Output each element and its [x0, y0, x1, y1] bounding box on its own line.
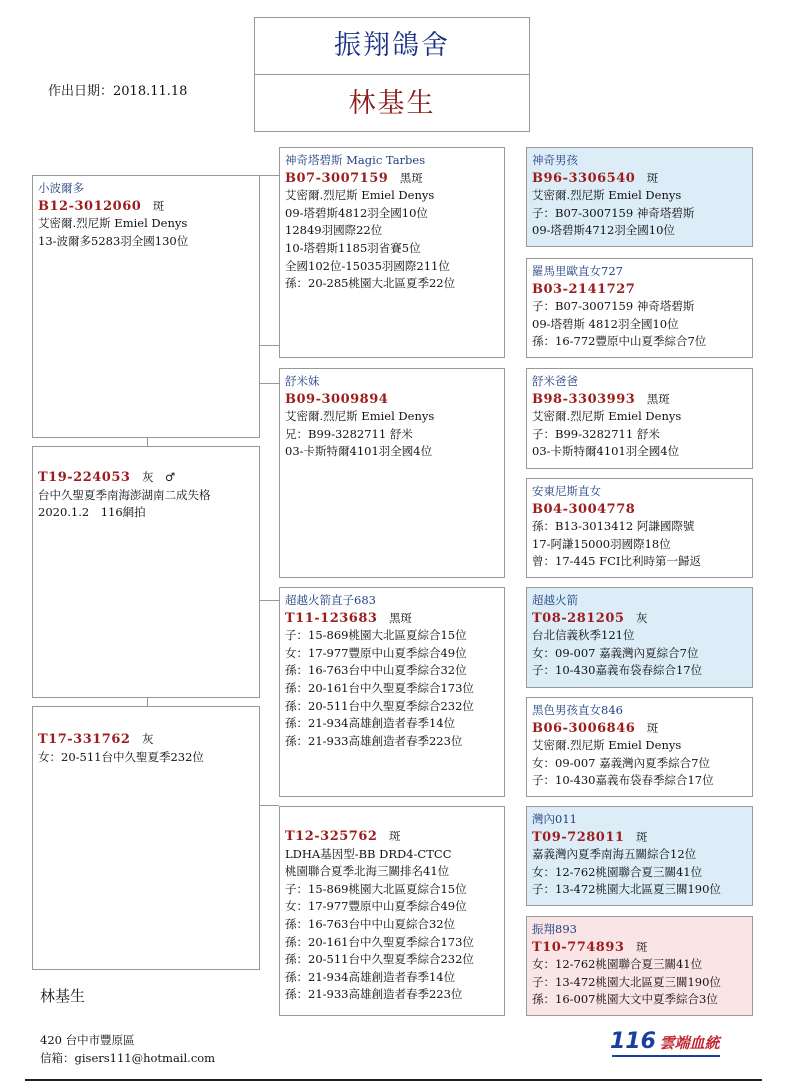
pedigree-line: 艾密爾.烈尼斯 Emiel Denys: [285, 409, 435, 424]
pigeon-name: 小波爾多: [38, 181, 84, 195]
connector: [259, 345, 279, 346]
pigeon-color: 斑: [646, 170, 659, 185]
grandparent-box: [279, 806, 505, 1016]
pigeon-name: 羅馬里歐直女727: [532, 264, 623, 278]
subject-ring-number: T19-224053: [38, 470, 131, 485]
ring-number: T17-331762: [38, 732, 131, 747]
pedigree-line: 女：12-762桃園聯合夏三關41位: [532, 957, 703, 972]
pigeon-color: 黑斑: [388, 610, 412, 625]
logo-number: 116: [610, 1029, 656, 1054]
pedigree-line: 13-波爾多5283羽全國130位: [38, 233, 189, 248]
pigeon-name: 黑色男孩直女846: [532, 703, 623, 717]
pedigree-line: 10-塔碧斯1185羽省賽5位: [285, 240, 421, 255]
pedigree-line: 孫：16-007桃園大文中夏季綜合3位: [532, 992, 718, 1007]
ring-number: B98-3303993: [532, 391, 636, 407]
pedigree-line: 全國102位-15035羽國際211位: [285, 258, 450, 273]
pigeon-name: 神奇塔碧斯 Magic Tarbes: [285, 153, 426, 167]
pedigree-line: 台北信義秋季121位: [532, 628, 635, 643]
pedigree-line: 孫：16-772豐原中山夏季綜合7位: [532, 334, 707, 349]
pedigree-line: 孫：20-285桃園大北區夏季22位: [285, 276, 456, 291]
pedigree-line: 桃園聯合夏季北海三關排名41位: [285, 864, 450, 879]
pedigree-line: 艾密爾.烈尼斯 Emiel Denys: [38, 216, 188, 231]
pedigree-line: 子：13-472桃園大北區夏三關190位: [532, 882, 721, 897]
pigeon-color: 黑斑: [646, 391, 670, 406]
pedigree-line: 子：10-430嘉義布袋春季綜合17位: [532, 773, 714, 788]
pedigree-line: 艾密爾.烈尼斯 Emiel Denys: [285, 188, 435, 203]
pedigree-line: 孫：20-161台中久聖夏季綜合173位: [285, 680, 474, 695]
pedigree-line: 子：B07-3007159 神奇塔碧斯: [532, 299, 695, 314]
dam-box: [32, 706, 260, 970]
pigeon-color: 斑: [388, 829, 401, 843]
pedigree-line: 女：12-762桃園聯合夏三關41位: [532, 864, 703, 879]
ring-number: T11-123683: [285, 610, 378, 626]
pigeon-color: 黑斑: [399, 170, 423, 185]
great-grandparent-box: [526, 258, 753, 358]
pedigree-line: 曾：17-445 FCI比利時第一歸返: [532, 554, 701, 569]
pedigree-line: 孫：16-763台中中山夏季綜合32位: [285, 663, 467, 678]
connector: [259, 383, 279, 384]
owner-name: 林基生: [348, 88, 436, 119]
pedigree-line: 艾密爾.烈尼斯 Emiel Denys: [532, 738, 682, 753]
logo: [610, 1029, 720, 1057]
ring-number: B06-3006846: [532, 720, 636, 736]
pedigree-line: 03-卡斯特爾4101羽全國4位: [532, 444, 680, 459]
owner-name-box: [254, 74, 530, 132]
connector: [259, 600, 279, 601]
logo-underline: [612, 1055, 720, 1057]
pedigree-line: 女：17-977豐原中山夏季綜合49位: [285, 899, 467, 914]
footer-owner: 林基生: [40, 987, 86, 1005]
subject-sex-color: 灰 ♂: [141, 470, 176, 484]
pigeon-color: 斑: [152, 198, 165, 213]
subject-line: 2020.1.2 116網拍: [38, 505, 146, 520]
pedigree-line: 09-塔碧斯4812羽全國10位: [285, 205, 428, 220]
ring-number: T12-325762: [285, 829, 378, 844]
ring-number: B12-3012060: [38, 198, 142, 214]
great-grandparent-box: [526, 478, 753, 578]
pedigree-line: 孫：20-161台中久聖夏季綜合173位: [285, 934, 474, 949]
sire-box: [32, 175, 260, 438]
pedigree-line: 孫：21-933高雄創造者春季223位: [285, 987, 463, 1002]
pedigree-line: 孫：21-934高雄創造者春季14位: [285, 969, 456, 984]
great-grandparent-box: [526, 147, 753, 247]
pedigree-line: 女：17-977豐原中山夏季綜合49位: [285, 645, 467, 660]
connector: [259, 175, 279, 176]
grandparent-box: [279, 368, 505, 578]
pedigree-line: 艾密爾.烈尼斯 Emiel Denys: [532, 188, 682, 203]
pedigree-line: 子：B99-3282711 舒米: [532, 426, 660, 441]
ring-number: B07-3007159: [285, 170, 389, 186]
loft-name: 振翔鴿舍: [334, 30, 450, 61]
pedigree-line: 女：09-007 嘉義灣內夏綜合7位: [532, 645, 699, 660]
footer-address: 420 台中市豐原區: [40, 1033, 135, 1047]
pedigree-line: 12849羽國際22位: [285, 223, 383, 238]
grandparent-box: [279, 147, 505, 358]
pedigree-line: 孫：21-934高雄創造者春季14位: [285, 716, 456, 731]
connector: [259, 805, 279, 806]
logo-text: 雲端血統: [659, 1034, 720, 1052]
pedigree-line: 子：B07-3007159 神奇塔碧斯: [532, 205, 695, 220]
pigeon-name: 振翔893: [532, 922, 577, 936]
great-grandparent-box: [526, 916, 753, 1016]
pedigree-line: 09-塔碧斯 4812羽全國10位: [532, 316, 679, 331]
pedigree-line: 孫：16-763台中中山夏綜合32位: [285, 916, 456, 931]
ring-number: T10-774893: [532, 939, 625, 955]
pigeon-name: 舒米妹: [285, 374, 320, 388]
pigeon-name: 神奇男孩: [532, 153, 578, 167]
pedigree-line: 孫：20-511台中久聖夏季綜合232位: [285, 698, 474, 713]
footer-divider: [25, 1079, 762, 1081]
pedigree-line: 女：09-007 嘉義灣內夏季綜合7位: [532, 755, 710, 770]
pedigree-line: 孫：21-933高雄創造者春季223位: [285, 733, 463, 748]
ring-number: B03-2141727: [532, 281, 636, 297]
pigeon-name: 超越火箭直子683: [285, 593, 376, 607]
ring-number: B04-3004778: [532, 501, 636, 517]
pedigree-line: 嘉義灣內夏季南海五關綜合12位: [532, 847, 697, 862]
great-grandparent-box: [526, 587, 753, 688]
pedigree-line: 女：20-511台中久聖夏季232位: [38, 749, 204, 764]
subject-line: 台中久聖夏季南海澎湖南二成失格: [38, 487, 211, 502]
pedigree-line: 孫：B13-3013412 阿謙國際號: [532, 519, 695, 534]
ring-number: B09-3009894: [285, 391, 389, 407]
pigeon-color: 灰: [635, 610, 648, 625]
pedigree-line: 17-阿謙15000羽國際18位: [532, 536, 671, 551]
pigeon-name: 灣內011: [532, 812, 577, 826]
pigeon-name: 安東尼斯直女: [532, 484, 601, 498]
ring-number: T09-728011: [532, 829, 625, 845]
grandparent-box: [279, 587, 505, 797]
pigeon-color: 斑: [646, 720, 659, 735]
pigeon-name: 超越火箭: [532, 593, 578, 607]
pedigree-line: 子：15-869桃園大北區夏綜合15位: [285, 628, 467, 643]
pedigree-line: LDHA基因型-BB DRD4-CTCC: [285, 846, 452, 861]
great-grandparent-box: [526, 697, 753, 797]
pigeon-color: 斑: [635, 939, 648, 954]
ring-number: T08-281205: [532, 610, 625, 626]
issue-date: 作出日期：2018.11.18: [48, 84, 188, 99]
loft-name-box: [254, 17, 530, 75]
pigeon-name: 舒米爸爸: [532, 374, 578, 388]
great-grandparent-box: [526, 368, 753, 469]
pigeon-color: 灰: [141, 732, 154, 746]
pedigree-line: 09-塔碧斯4712羽全國10位: [532, 223, 675, 238]
pedigree-line: 兄：B99-3282711 舒米: [285, 426, 413, 441]
footer-email: 信箱：gisers111@hotmail.com: [40, 1051, 216, 1065]
pedigree-line: 艾密爾.烈尼斯 Emiel Denys: [532, 409, 682, 424]
ring-number: B96-3306540: [532, 170, 636, 186]
pedigree-line: 子：13-472桃園大北區夏三關190位: [532, 974, 721, 989]
pedigree-line: 03-卡斯特爾4101羽全國4位: [285, 444, 433, 459]
pedigree-line: 子：10-430嘉義布袋春綜合17位: [532, 663, 703, 678]
subject-box: [32, 446, 260, 698]
pedigree-line: 子：15-869桃園大北區夏綜合15位: [285, 881, 467, 896]
pigeon-color: 斑: [635, 829, 648, 844]
great-grandparent-box: [526, 806, 753, 906]
pedigree-line: 孫：20-511台中久聖夏季綜合232位: [285, 952, 474, 967]
